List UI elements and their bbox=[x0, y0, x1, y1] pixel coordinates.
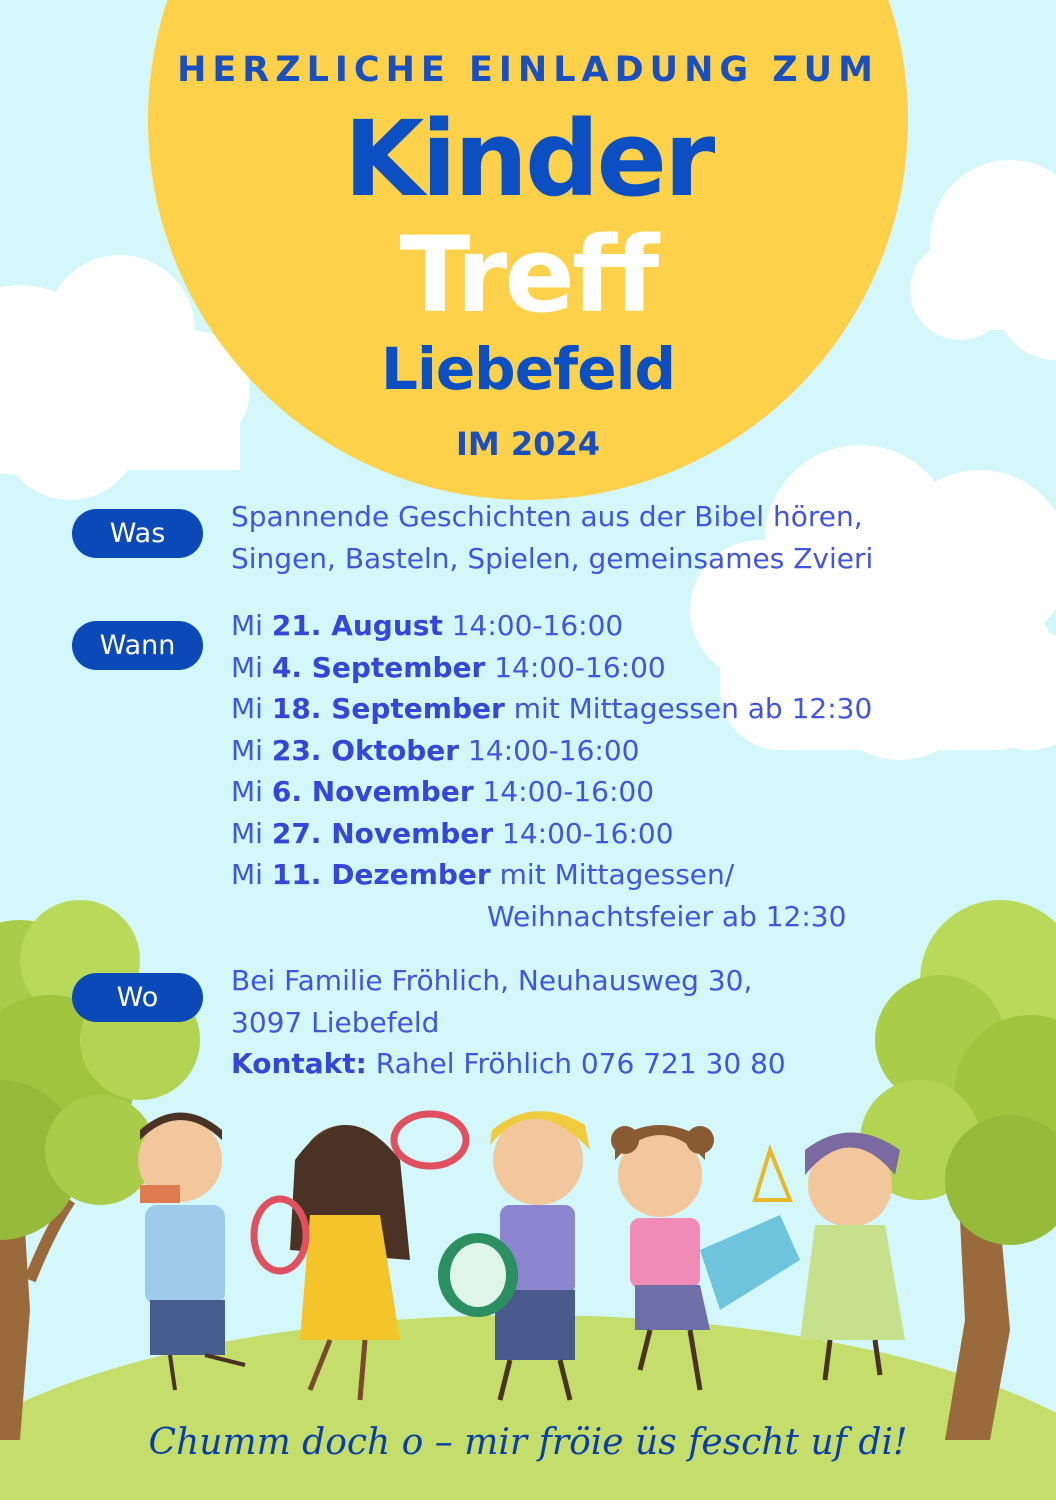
address-line-1: Bei Familie Fröhlich, Neuhausweg 30, bbox=[231, 964, 753, 997]
was-line-2: Singen, Basteln, Spielen, gemeinsames Zvieri bbox=[231, 541, 874, 575]
wann-label: Wann bbox=[72, 621, 203, 670]
address-line-2: 3097 Liebefeld bbox=[231, 1005, 440, 1039]
wo-label: Wo bbox=[72, 973, 203, 1022]
slogan: Chumm doch o – mir fröie üs fescht uf di! bbox=[148, 1422, 908, 1463]
date-row: Mi 6. November 14:00-16:00 bbox=[231, 775, 655, 808]
date-row: Mi 18. September mit Mittagessen ab 12:30 bbox=[231, 692, 873, 725]
contact-label: Kontakt: bbox=[231, 1047, 367, 1080]
date-row: Mi 27. November 14:00-16:00 bbox=[231, 816, 674, 850]
was-line-1: Spannende Geschichten aus der Bibel hören, bbox=[231, 500, 863, 533]
date-row: Mi 21. August 14:00-16:00 bbox=[231, 609, 624, 642]
title-treff: Treff bbox=[399, 214, 657, 336]
year-label: IM 2024 bbox=[456, 425, 600, 463]
wann-dates bbox=[231, 605, 872, 937]
title-liebefeld: Liebefeld bbox=[381, 335, 675, 403]
date-continuation: Weihnachtsfeier ab 12:30 bbox=[487, 899, 847, 933]
was-text bbox=[231, 496, 873, 579]
title-kinder: Kinder bbox=[343, 98, 713, 220]
date-row: Mi 23. Oktober 14:00-16:00 bbox=[231, 733, 640, 767]
wo-text bbox=[231, 960, 786, 1085]
date-row: Mi 11. Dezember mit Mittagessen/ bbox=[231, 858, 735, 891]
was-label: Was bbox=[72, 509, 203, 558]
contact-line bbox=[231, 1043, 786, 1085]
contact-value: Rahel Fröhlich 076 721 30 80 bbox=[375, 1047, 786, 1080]
invitation-kicker: HERZLICHE EINLADUNG ZUM bbox=[177, 50, 879, 90]
date-row: Mi 4. September 14:00-16:00 bbox=[231, 650, 666, 684]
